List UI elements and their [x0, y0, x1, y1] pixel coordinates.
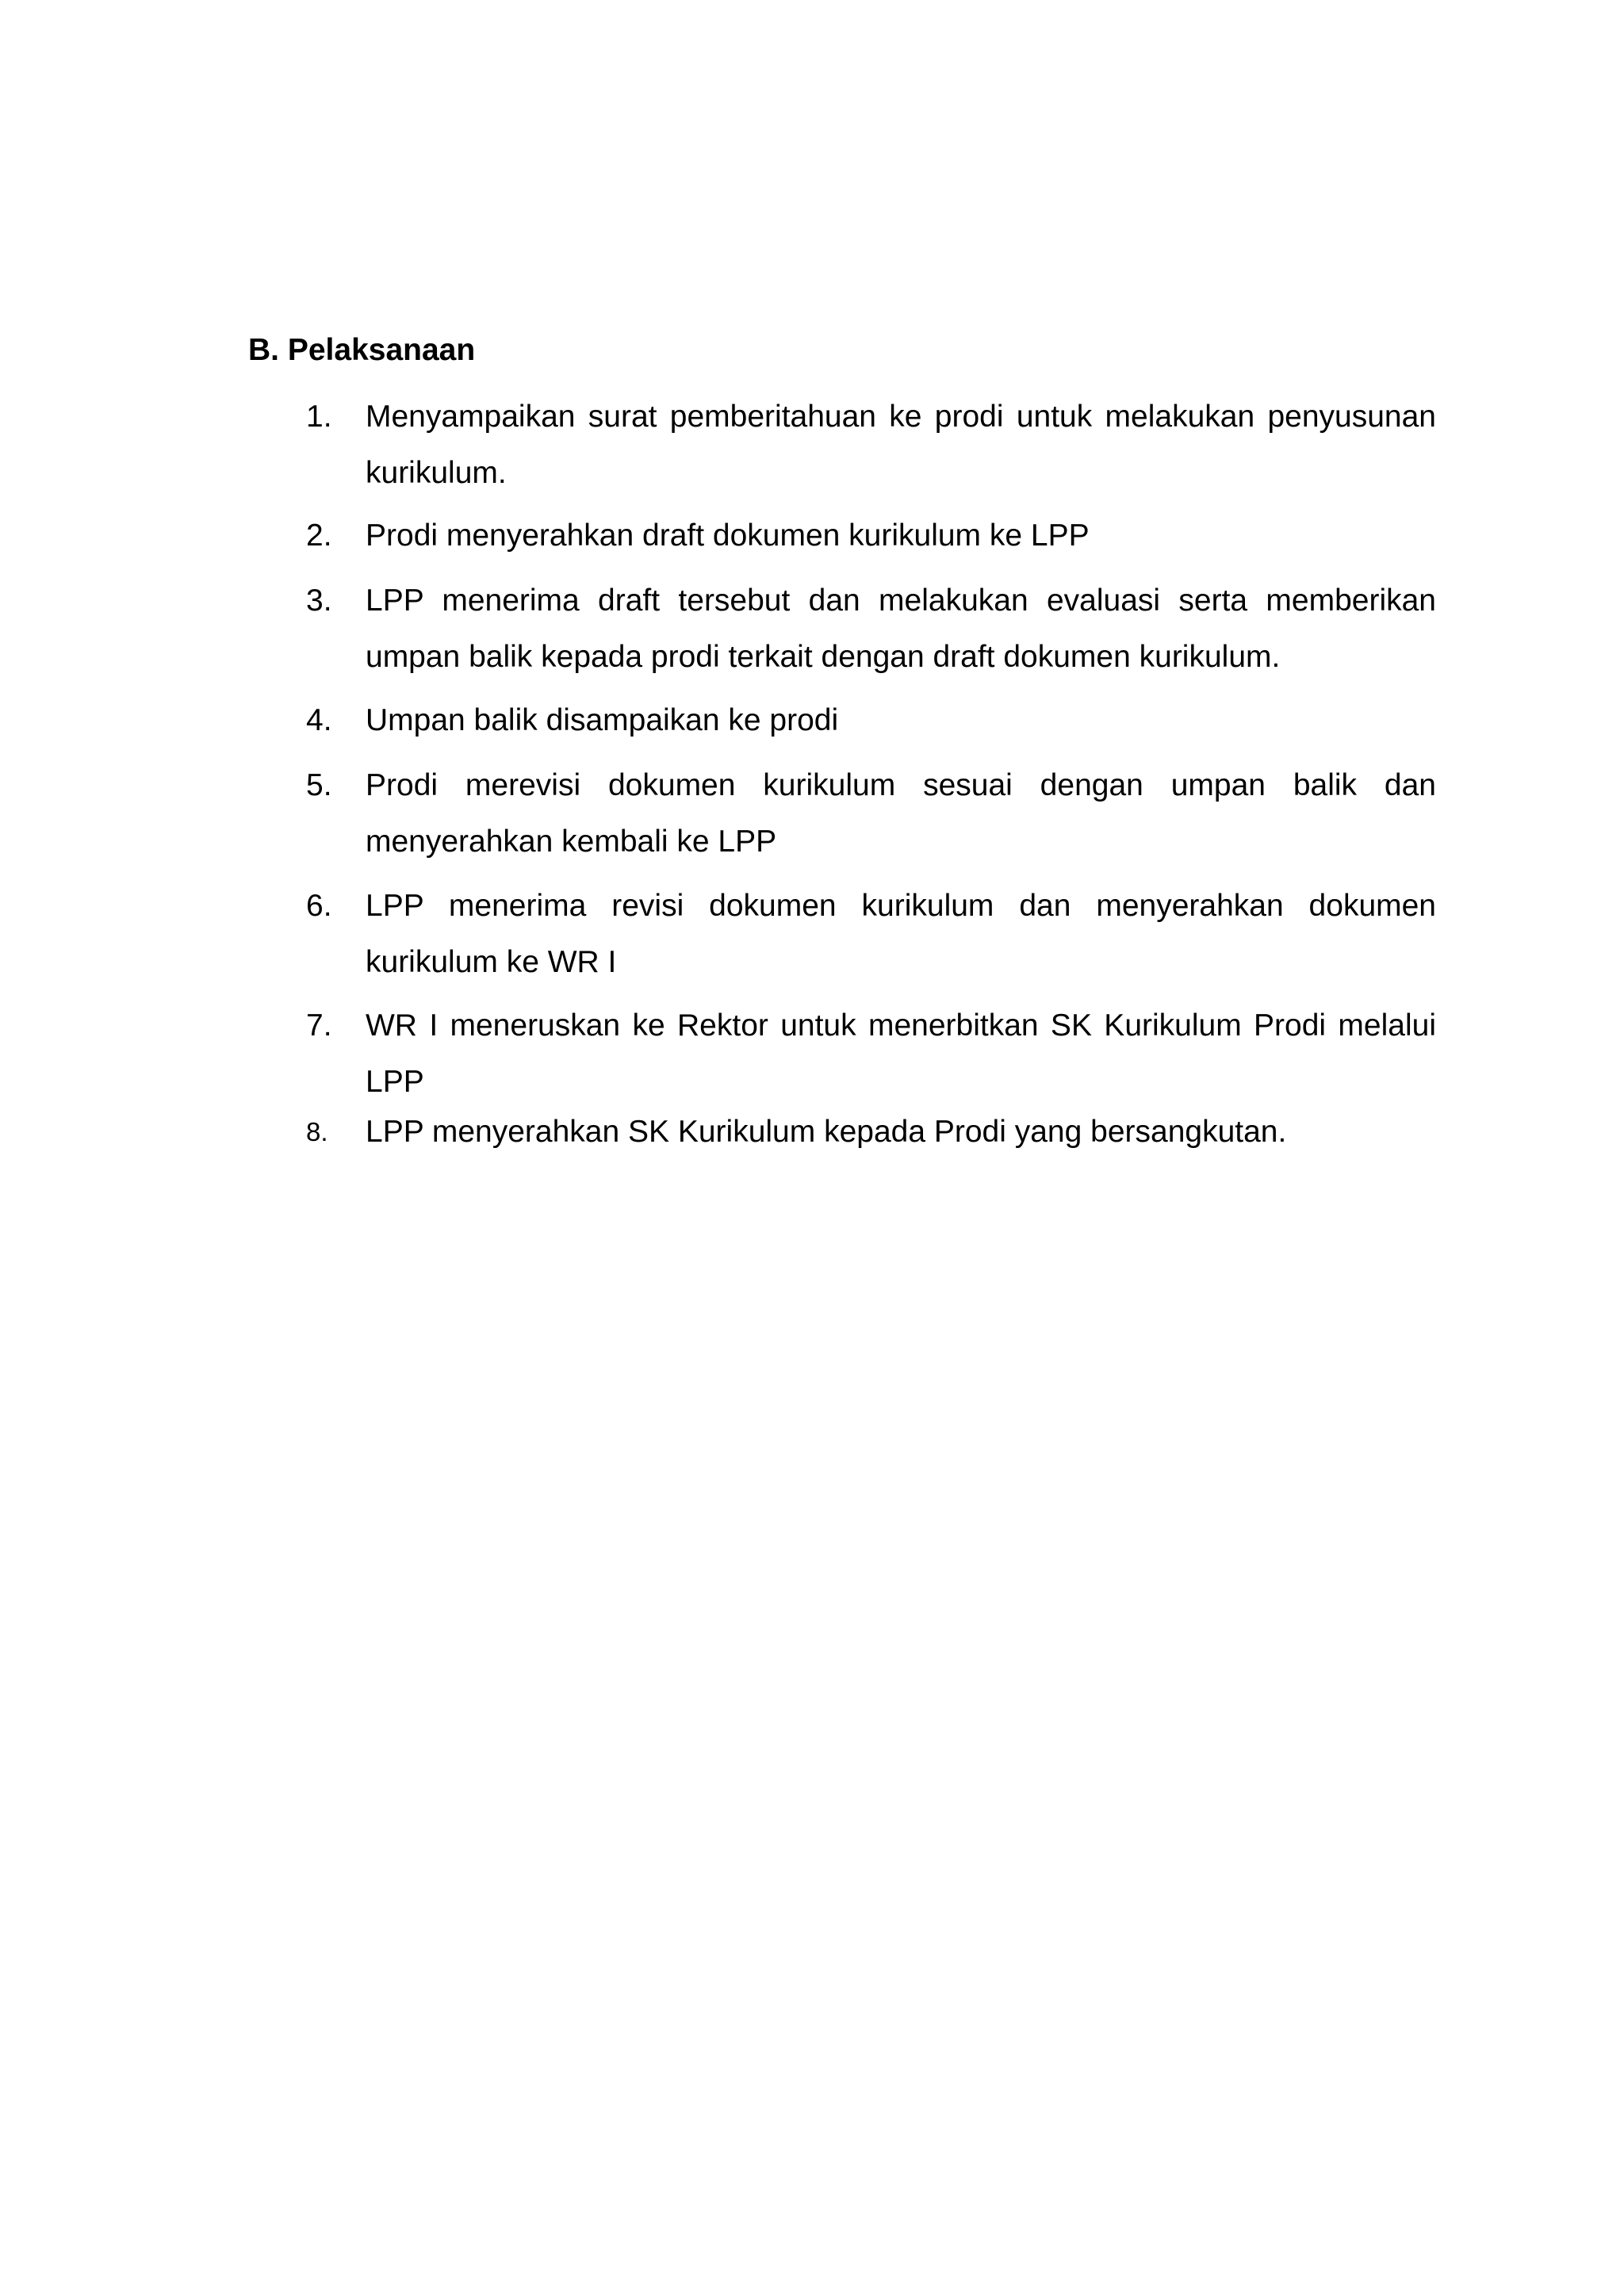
list-item-number: 2. — [306, 519, 332, 553]
list-item-text: LPP menyerahkan SK Kurikulum kepada Prodi yang bersangkutan. — [366, 1115, 1287, 1149]
section-heading: B. Pelaksanaan — [248, 333, 476, 367]
list-item-number: 1. — [306, 400, 332, 434]
list-item-text: LPP menerima draft tersebut dan melakukan evaluasi serta memberikan umpan balik kepada prodi terkait dengan draft dokumen kurikulum. — [366, 584, 1436, 674]
list-item-number: 7. — [306, 1008, 332, 1043]
list-item-text: WR I meneruskan ke Rektor untuk menerbitkan SK Kurikulum Prodi melalui LPP — [366, 1008, 1436, 1099]
list-item-text: Menyampaikan surat pemberitahuan ke prodi untuk melakukan penyusunan kurikulum. — [366, 400, 1436, 490]
list-item-text: Prodi menyerahkan draft dokumen kurikulum ke LPP — [366, 519, 1090, 553]
list-item-text: Umpan balik disampaikan ke prodi — [366, 703, 839, 737]
list-item-text: LPP menerima revisi dokumen kurikulum dan menyerahkan dokumen kurikulum ke WR I — [366, 889, 1436, 979]
list-item-number: 4. — [306, 703, 332, 737]
list-item-text: Prodi merevisi dokumen kurikulum sesuai dengan umpan balik dan menyerahkan kembali ke LPP — [366, 768, 1436, 859]
list-item-number: 6. — [306, 889, 332, 923]
list-item-number: 5. — [306, 768, 332, 802]
list-item-number: 8. — [306, 1117, 328, 1146]
list-item-number: 3. — [306, 584, 332, 618]
